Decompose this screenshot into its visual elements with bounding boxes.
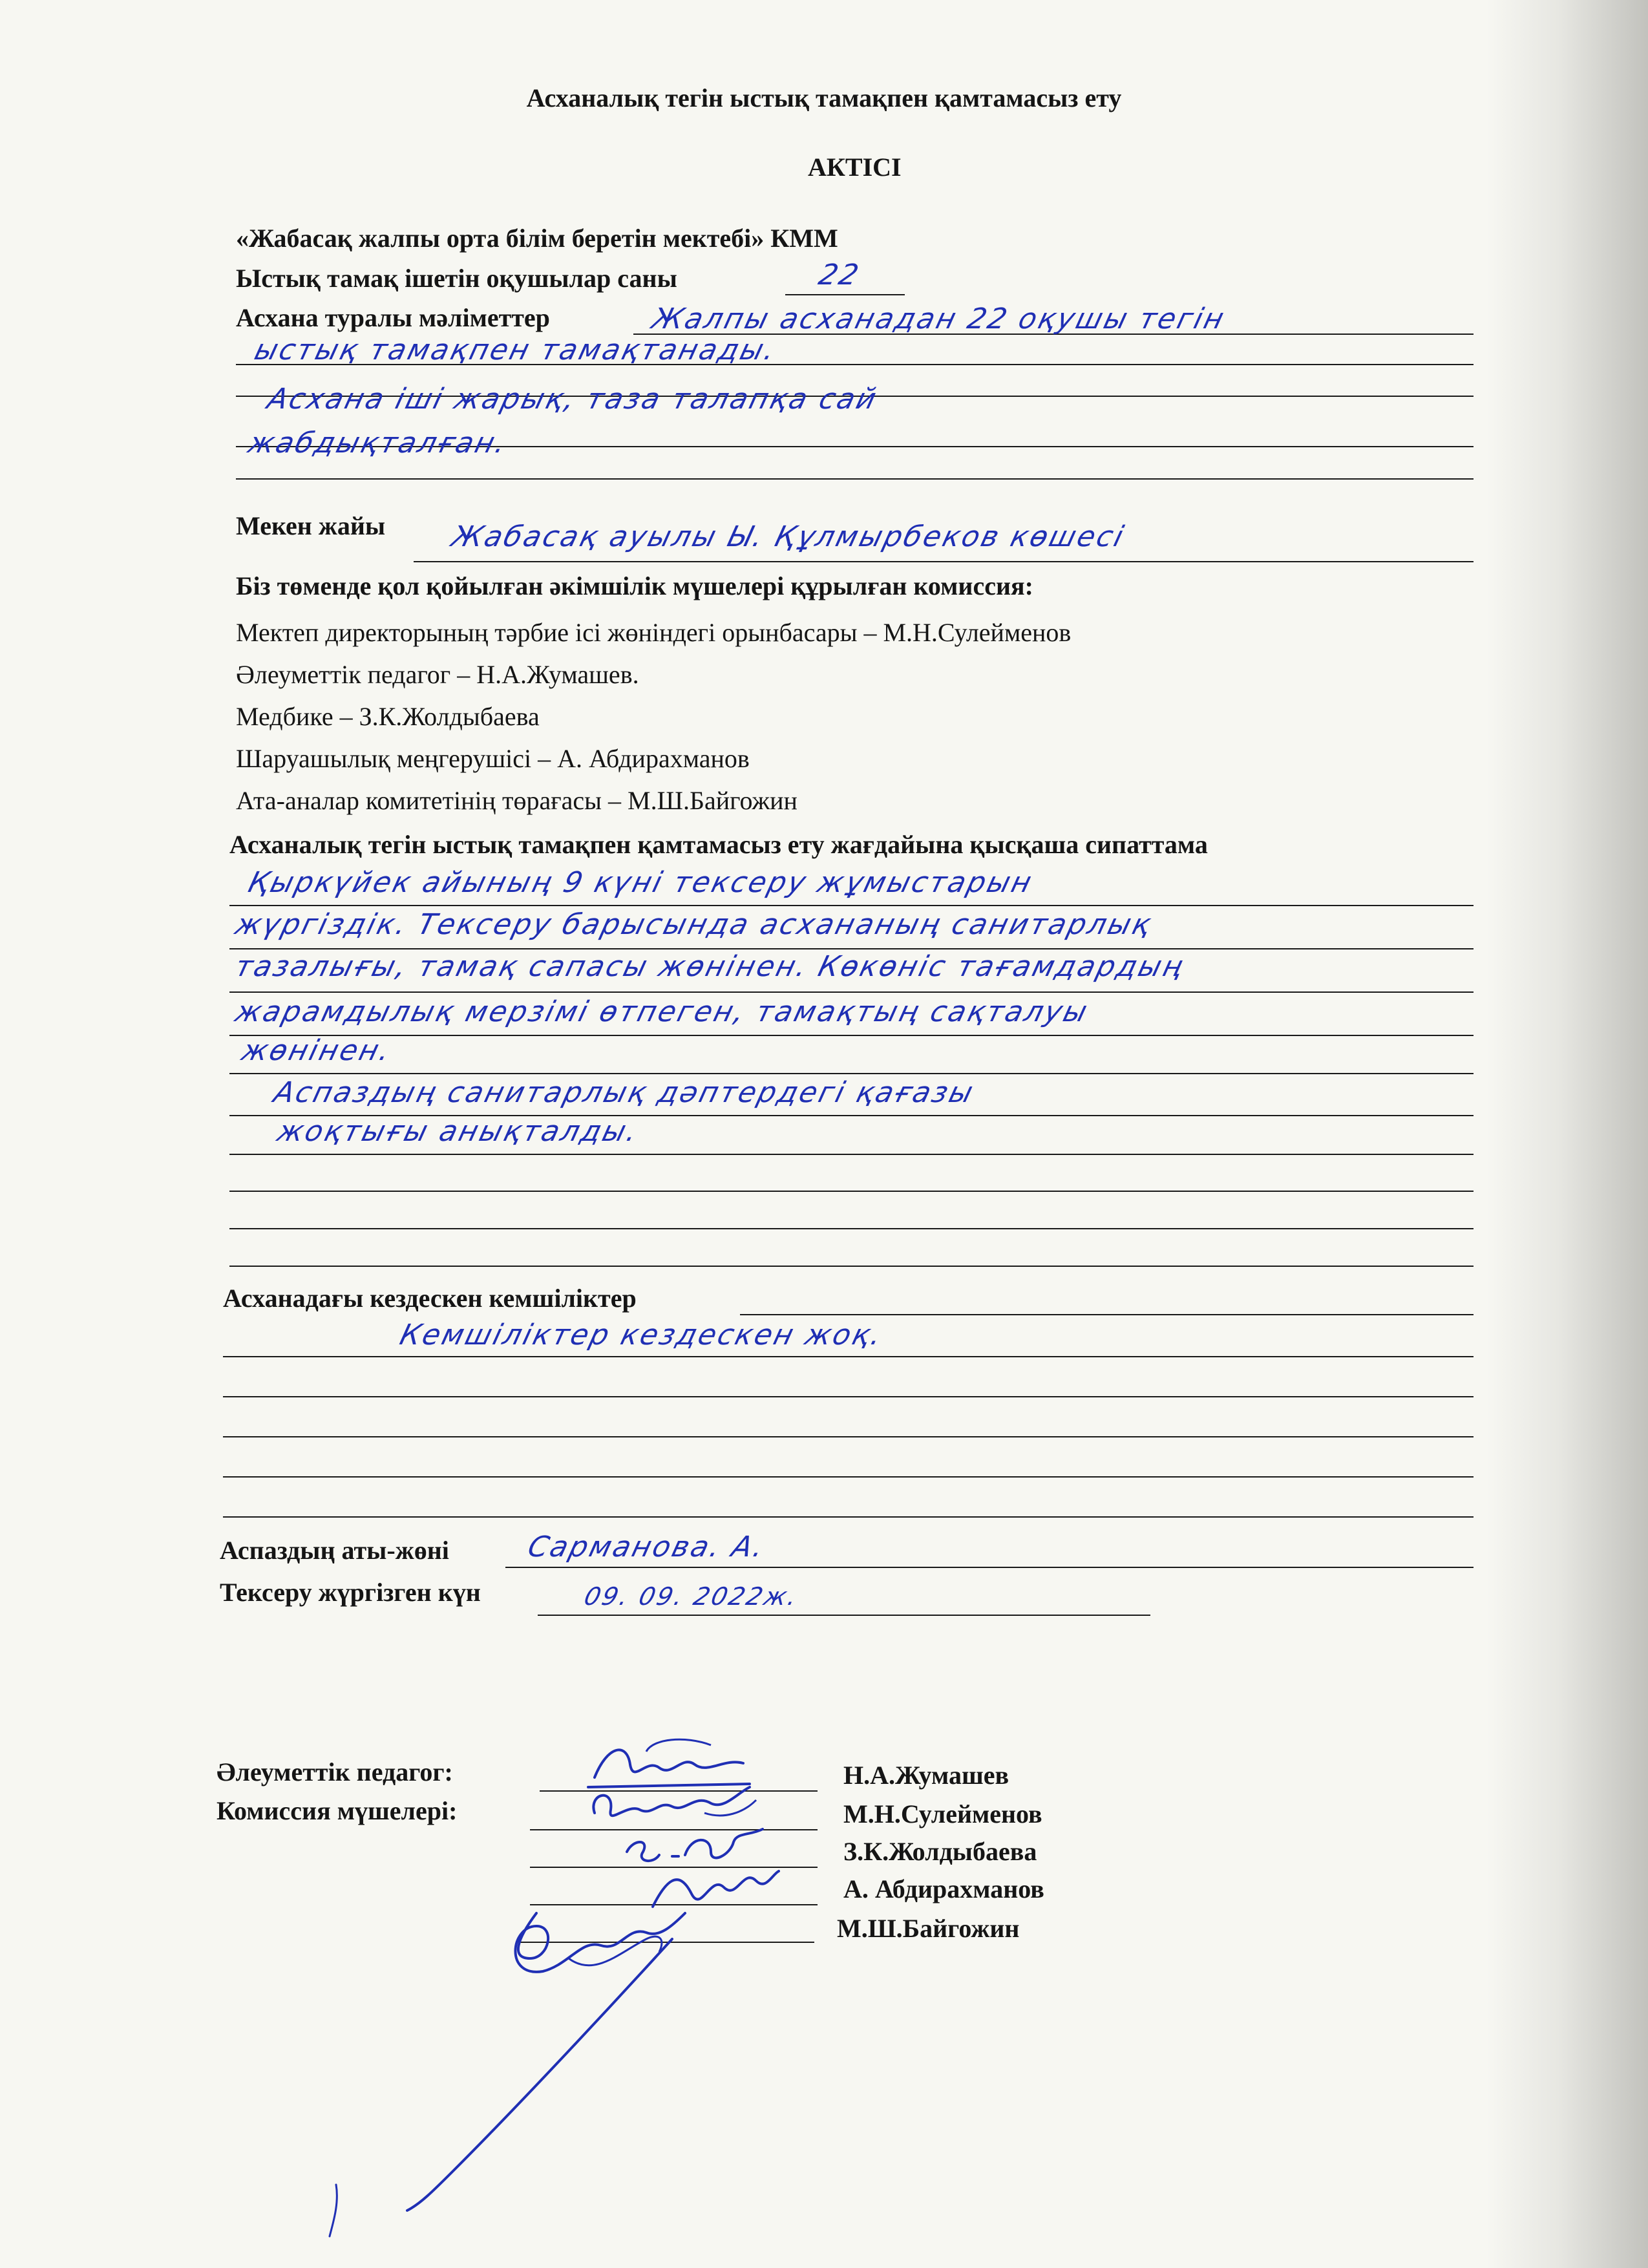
students-value: 22	[815, 259, 864, 291]
description-rule-5	[229, 1073, 1474, 1074]
description-rule-3	[229, 991, 1474, 993]
date-value: 09. 09. 2022ж.	[581, 1582, 802, 1611]
canteen-info-line-4: жабдықталған.	[244, 427, 511, 460]
description-rule-10	[229, 1266, 1474, 1267]
scan-shadow	[1486, 0, 1648, 2268]
description-rule-1	[229, 905, 1474, 906]
commission-member-5: Ата-аналар комитетінің төрағасы – М.Ш.Байгожин	[236, 786, 798, 815]
commission-members-label: Комиссия мүшелері:	[217, 1796, 458, 1825]
description-rule-7	[229, 1154, 1474, 1155]
deficiencies-rule-6	[223, 1516, 1474, 1518]
signatory-name-5: М.Ш.Байгожин	[837, 1914, 1020, 1943]
deficiencies-rule-2	[223, 1356, 1474, 1357]
description-rule-4	[229, 1035, 1474, 1036]
document-title: Асханалық тегін ыстық тамақпен қамтамасыз ету	[526, 83, 1122, 112]
canteen-info-line-3: Асхана іші жарық, таза талапқа сай	[264, 383, 882, 416]
commission-heading: Біз төменде қол қойылған әкімшілік мүшелері құрылған комиссия:	[236, 571, 1033, 600]
cook-underline	[505, 1567, 1474, 1568]
deficiencies-rule-4	[223, 1436, 1474, 1437]
description-heading: Асханалық тегін ыстық тамақпен қамтамасыз ету жағдайына қысқаша сипаттама	[229, 830, 1208, 859]
commission-member-4: Шаруашылық меңгерушісі – А. Абдирахманов	[236, 744, 750, 773]
deficiencies-line-1: Кемшіліктер кездескен жоқ.	[396, 1319, 887, 1351]
address-label: Мекен жайы	[236, 511, 386, 540]
canteen-info-line-1: Жалпы асханадан 22 оқушы тегін	[648, 302, 1229, 335]
description-rule-9	[229, 1228, 1474, 1229]
social-pedagogue-label: Әлеуметтік педагог:	[217, 1757, 453, 1786]
description-line-6: Аспаздың санитарлық дәптердегі қағазы	[270, 1076, 978, 1109]
date-underline	[538, 1615, 1150, 1616]
students-label: Ыстық тамақ ішетін оқушылар саны	[236, 264, 677, 293]
canteen-info-label: Асхана туралы мәліметтер	[236, 303, 550, 332]
address-value: Жабасақ ауылы Ы. Құлмырбеков көшесі	[448, 520, 1129, 553]
deficiencies-rule-3	[223, 1396, 1474, 1397]
deficiencies-rule-5	[223, 1476, 1474, 1478]
document-subtitle: АКТІСІ	[808, 153, 902, 182]
commission-member-3: Медбике – З.К.Жолдыбаева	[236, 702, 540, 731]
description-line-3: тазалығы, тамақ сапасы жөнінен. Көкөніс тағамдардың	[231, 950, 1188, 983]
cook-label: Аспаздың аты-жөні	[220, 1536, 449, 1565]
signatory-name-1: Н.А.Жумашев	[843, 1761, 1009, 1790]
description-rule-8	[229, 1191, 1474, 1192]
signatory-name-4: А. Абдирахманов	[843, 1874, 1044, 1903]
school-name: «Жабасақ жалпы орта білім беретін мектебі» КММ	[236, 224, 838, 253]
signature-baigozhin	[323, 1900, 776, 2249]
cook-value: Сарманова. А.	[524, 1531, 769, 1563]
commission-member-1: Мектеп директорының тәрбие ісі жөніндегі орынбасары – М.Н.Сулейменов	[236, 618, 1072, 647]
signatory-name-3: З.К.Жолдыбаева	[843, 1837, 1037, 1866]
deficiencies-label: Асханадағы кездескен кемшіліктер	[223, 1284, 637, 1313]
description-rule-2	[229, 948, 1474, 949]
description-line-5: жөнінен.	[238, 1034, 396, 1067]
students-underline	[785, 294, 905, 295]
address-underline	[414, 561, 1474, 562]
description-line-1: Қыркүйек айының 9 күні тексеру жұмыстарын	[244, 866, 1037, 899]
description-line-2: жүргіздік. Тексеру барысында асхананың санитарлық	[231, 908, 1156, 941]
description-line-7: жоқтығы анықталды.	[273, 1115, 642, 1148]
description-line-4: жарамдылық мерзімі өтпеген, тамақтың сақталуы	[231, 995, 1093, 1028]
deficiencies-underline	[740, 1314, 1474, 1315]
date-label: Тексеру жүргізген күн	[220, 1578, 481, 1607]
canteen-info-line-2: ыстық тамақпен тамақтанады.	[251, 334, 780, 366]
canteen-rule-5	[236, 478, 1474, 480]
signatory-name-2: М.Н.Сулейменов	[843, 1799, 1042, 1828]
commission-member-2: Әлеуметтік педагог – Н.А.Жумашев.	[236, 660, 639, 689]
